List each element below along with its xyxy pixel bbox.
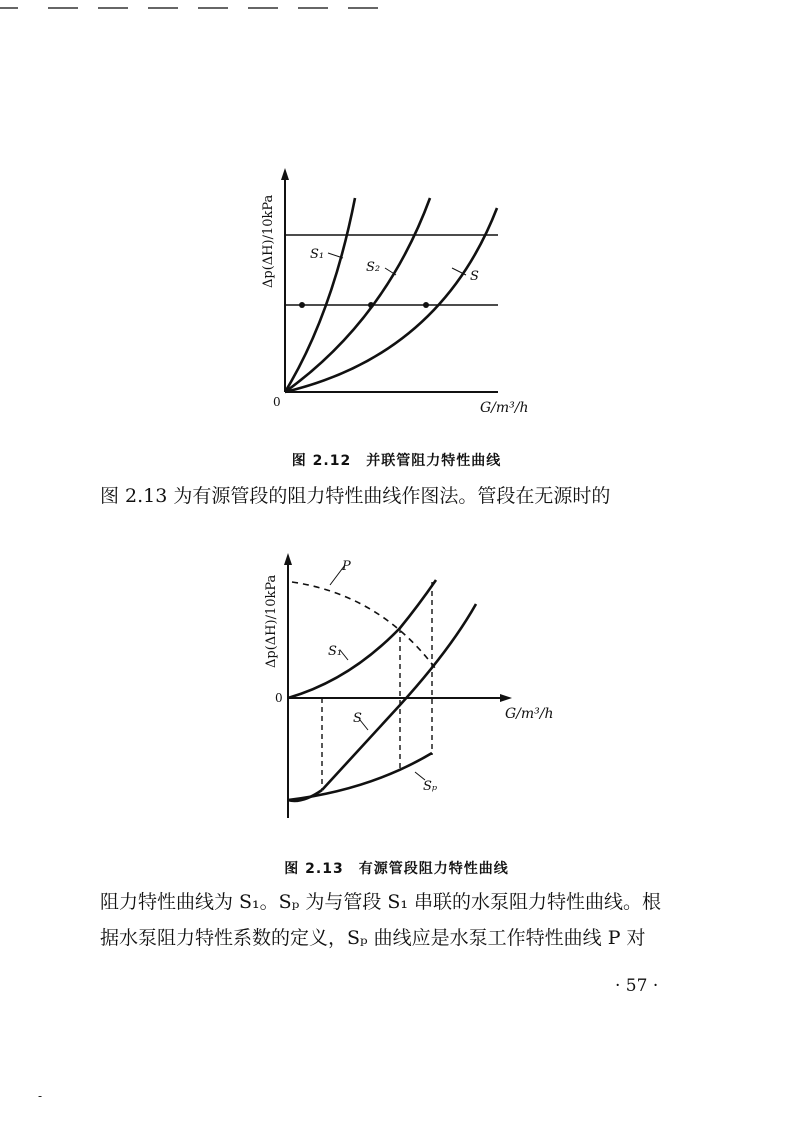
curve-label-s2: S₂ — [366, 260, 381, 275]
curve-label-s: S — [353, 711, 362, 726]
scan-mark: - — [38, 1089, 43, 1103]
intersection-point — [423, 302, 429, 308]
curve-label-s1: S₁ — [328, 644, 343, 659]
curve-s1 — [288, 580, 436, 698]
x-axis-arrow — [500, 694, 512, 702]
curve-label-p: P — [342, 559, 351, 574]
x-axis-label: G/m³/h — [480, 400, 529, 416]
curve-label-s: S — [470, 269, 479, 284]
figure-2-13-caption: 图 2.13 有源管段阻力特性曲线 — [284, 861, 509, 877]
intersection-point — [368, 302, 374, 308]
curve-p — [292, 582, 435, 668]
y-axis-arrow — [284, 553, 292, 565]
figure-2-12 — [240, 150, 560, 425]
origin-label: 0 — [275, 691, 283, 705]
origin-label: 0 — [273, 395, 281, 409]
y-axis-label: Δp(ΔH)/10kPa — [261, 194, 276, 288]
figure-2-12-caption: 图 2.12 并联管阻力特性曲线 — [291, 453, 502, 469]
figure-2-13 — [240, 540, 585, 830]
body-text-line-3: 据水泵阻力特性系数的定义，Sₚ 曲线应是水泵工作特性曲线 P 对 — [100, 927, 646, 949]
y-axis-arrow — [281, 168, 289, 180]
intersection-point — [299, 302, 305, 308]
x-axis-label: G/m³/h — [505, 706, 554, 722]
page-number: · 57 · — [615, 976, 659, 996]
curve-label-s1: S₁ — [310, 247, 325, 262]
curve-sp — [288, 753, 432, 800]
curve-label-sp: Sₚ — [423, 779, 438, 794]
body-text-line-2: 阻力特性曲线为 S₁。Sₚ 为与管段 S₁ 串联的水泵阻力特性曲线。根 — [100, 891, 662, 913]
header-rule — [0, 0, 400, 14]
body-text-line-1: 图 2.13 为有源管段的阻力特性曲线作图法。管段在无源时的 — [100, 485, 611, 507]
y-axis-label: Δp(ΔH)/10kPa — [264, 574, 279, 668]
curve-s2 — [285, 198, 430, 392]
